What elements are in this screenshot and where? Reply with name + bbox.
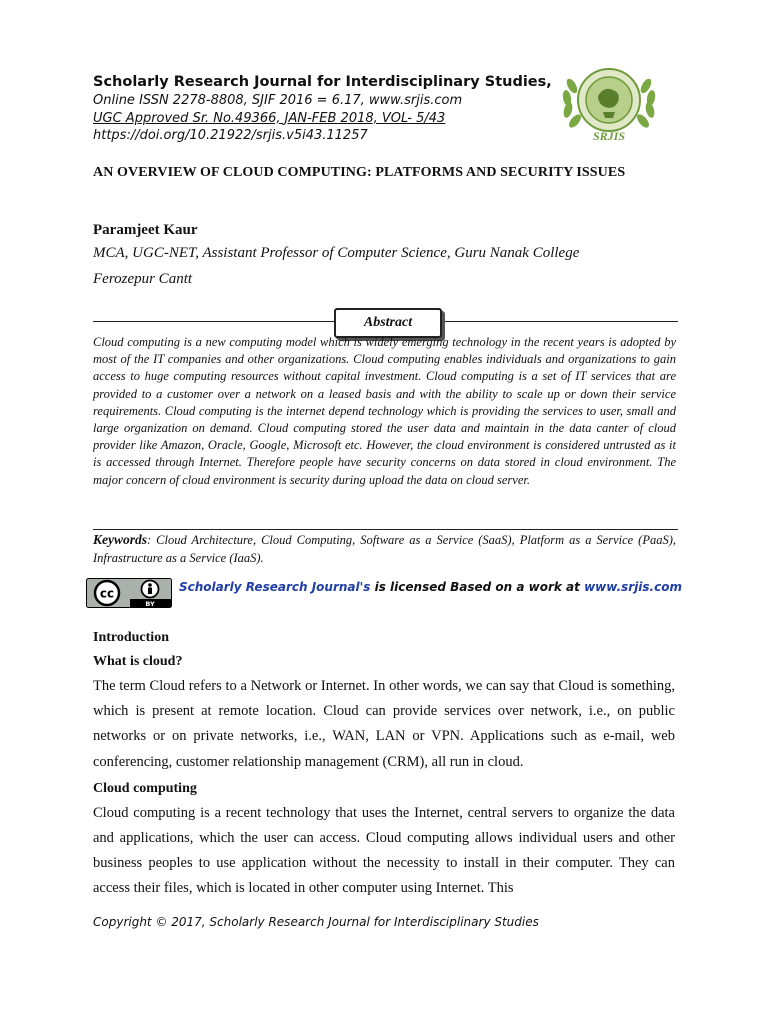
abstract-label: Abstract: [334, 308, 442, 338]
section-heading-introduction: Introduction: [93, 630, 169, 645]
journal-doi: https://doi.org/10.21922/srjis.v5i43.11257: [93, 128, 368, 143]
license-statement: [179, 578, 682, 596]
author-location: Ferozepur Cantt: [93, 271, 193, 287]
author-affiliation: MCA, UGC-NET, Assistant Professor of Computer Science, Guru Nanak College: [93, 245, 580, 261]
author-name: Paramjeet Kaur: [93, 222, 198, 238]
abstract-bottom-rule: [93, 529, 678, 530]
by-badge-label: BY: [145, 600, 155, 608]
keywords: [93, 531, 676, 567]
page-footer-copyright: Copyright © 2017, Scholarly Research Journal for Interdisciplinary Studies: [93, 915, 539, 929]
keywords-text: : Cloud Architecture, Cloud Computing, Software as a Service (SaaS), Platform as a Service (PaaS), Infrastructure as a Service (IaaS).: [93, 533, 676, 565]
journal-ugc-approval: UGC Approved Sr. No.49366, JAN-FEB 2018, VOL- 5/43: [93, 110, 446, 126]
journal-title: Scholarly Research Journal for Interdisciplinary Studies,: [93, 74, 552, 90]
paper-title: AN OVERVIEW OF CLOUD COMPUTING: PLATFORMS AND SECURITY ISSUES: [93, 165, 626, 180]
cc-badge-label: cc: [99, 586, 115, 601]
subsection-heading-what-is-cloud: What is cloud?: [93, 654, 183, 669]
paragraph-what-is-cloud: The term Cloud refers to a Network or Internet. In other words, we can say that Cloud is something, which is present at remote location. Cloud can provide services over network, i.e., on public networks or on private networks, i.e., WAN, LAN or VPN. Applications such as e-mail, web conferencing, customer relationship management (CRM), all run in cloud.: [93, 678, 675, 770]
license-journal-link[interactable]: Scholarly Research Journal's: [179, 580, 371, 594]
journal-header: [93, 72, 563, 145]
license-site-link[interactable]: www.srjis.com: [584, 580, 682, 594]
paper-body: [93, 626, 675, 902]
srjis-seal-icon: [558, 60, 660, 144]
keywords-label: Keywords: [93, 532, 147, 547]
paragraph-cloud-computing: Cloud computing is a recent technology that uses the Internet, central servers to organize the data and applications, which the user can access. Cloud computing allows individual users and other business peoples to use application without the necessity to install in their computer. They can access their files, which is located in other computer using Internet. This: [93, 804, 675, 897]
license-middle-text: is licensed Based on a work at: [370, 580, 585, 594]
cc-by-icon: [86, 578, 172, 608]
journal-issn: Online ISSN 2278-8808, SJIF 2016 = 6.17, www.srjis.com: [93, 93, 463, 108]
logo-text: SRJIS: [592, 129, 626, 143]
abstract-text: Cloud computing is a new computing model which is widely emerging technology in the recent years is adopted by most of the IT companies and other organizations. Cloud computing enables individuals and organizations to gain access to huge computing resources without capital investment. Cloud computing is a set of IT services that are provided to a customer over a network on a leased basis and with the ability to scale up or down their service requirements. Cloud computing is the internet depend technology which is providing the services to user, small and large organization on demand. Cloud computing stored the user data and maintain in the data canter of cloud provider like Amazon, Oracle, Google, Microsoft etc. However, the cloud environment is considered untrusted as it is accessed through Internet. Therefore people have security concerns on data stored in cloud environment. The major concern of cloud environment is security during upload the data on cloud server.: [93, 335, 676, 487]
subsection-heading-cloud-computing: Cloud computing: [93, 780, 197, 796]
